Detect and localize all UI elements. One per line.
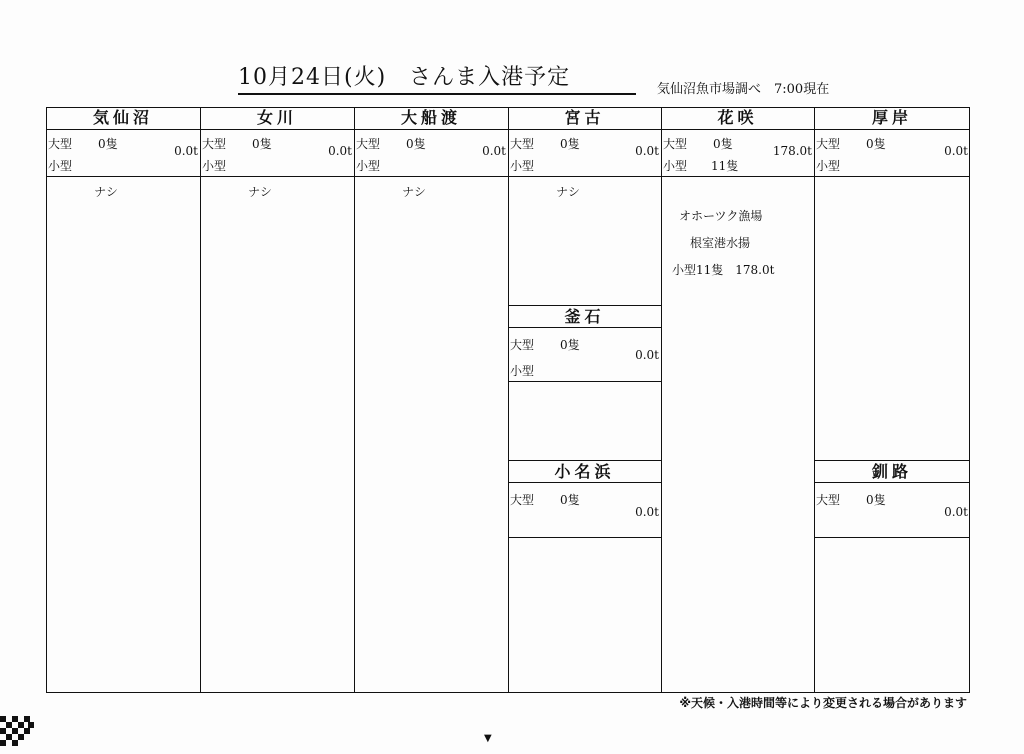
large-count: 0隻 — [866, 137, 886, 151]
large-label: 大型 — [510, 493, 535, 507]
column-divider — [814, 107, 968, 693]
none-note-onagawa: ナシ — [248, 185, 272, 199]
small-label: 小型 — [663, 159, 688, 173]
large-count: 0隻 — [252, 137, 272, 151]
hanasaki-note-line: オホーツク漁場 — [679, 209, 763, 223]
large-count: 0隻 — [98, 137, 118, 151]
port-header-onahama: 小名浜 — [508, 460, 661, 483]
small-label: 小型 — [510, 364, 535, 378]
none-note-kesennuma: ナシ — [94, 185, 118, 199]
port-stats-ofunato — [354, 130, 508, 177]
port-stats-hanasaki — [661, 130, 814, 177]
port-stats-akkeshi — [814, 130, 970, 177]
port-stats-kamaishi — [508, 328, 661, 382]
port-header-hanasaki: 花咲 — [661, 107, 814, 130]
tonnage: 0.0t — [635, 144, 659, 158]
hanasaki-note-line: 根室港水揚 — [690, 236, 751, 250]
port-stats-kesennuma — [46, 130, 200, 177]
tonnage: 0.0t — [635, 348, 659, 362]
port-header-ofunato: 大船渡 — [354, 107, 508, 130]
large-label: 大型 — [816, 137, 841, 151]
none-note-miyako: ナシ — [556, 185, 580, 199]
large-count: 0隻 — [713, 137, 733, 151]
port-header-onagawa: 女川 — [200, 107, 354, 130]
tonnage: 0.0t — [482, 144, 506, 158]
port-header-kamaishi: 釜石 — [508, 305, 661, 328]
footnote: ※天候・入港時間等により変更される場合があります — [679, 696, 967, 710]
large-label: 大型 — [356, 137, 381, 151]
small-label: 小型 — [816, 159, 841, 173]
tonnage: 0.0t — [944, 505, 968, 519]
port-stats-miyako — [508, 130, 661, 177]
large-label: 大型 — [510, 137, 535, 151]
small-label: 小型 — [48, 159, 73, 173]
large-count: 0隻 — [560, 338, 580, 352]
port-stats-kushiro — [814, 483, 970, 538]
document-title: 10月24日(火) さんま入港予定 — [238, 60, 636, 95]
large-label: 大型 — [202, 137, 227, 151]
port-header-miyako: 宮古 — [508, 107, 661, 130]
large-count: 0隻 — [560, 493, 580, 507]
column-divider — [661, 107, 815, 693]
small-label: 小型 — [202, 159, 227, 173]
port-stats-onahama — [508, 483, 661, 538]
page-marker: ▼ — [484, 733, 492, 744]
large-count: 0隻 — [560, 137, 580, 151]
tonnage: 0.0t — [174, 144, 198, 158]
tonnage: 0.0t — [944, 144, 968, 158]
port-stats-onagawa — [200, 130, 354, 177]
large-label: 大型 — [663, 137, 688, 151]
tonnage: 0.0t — [635, 505, 659, 519]
large-label: 大型 — [510, 338, 535, 352]
port-header-kushiro: 釧路 — [814, 460, 970, 483]
hanasaki-note-line: 小型11隻 178.0t — [672, 263, 775, 277]
source-note: 気仙沼魚市場調べ 7:00現在 — [657, 82, 830, 97]
large-count: 0隻 — [866, 493, 886, 507]
checker-mark-icon — [0, 716, 34, 746]
port-header-akkeshi: 厚岸 — [814, 107, 970, 130]
small-count: 11隻 — [711, 159, 739, 173]
none-note-ofunato: ナシ — [402, 185, 426, 199]
tonnage: 178.0t — [772, 144, 812, 158]
small-label: 小型 — [356, 159, 381, 173]
large-label: 大型 — [48, 137, 73, 151]
tonnage: 0.0t — [328, 144, 352, 158]
small-label: 小型 — [510, 159, 535, 173]
large-count: 0隻 — [406, 137, 426, 151]
large-label: 大型 — [816, 493, 841, 507]
port-header-kesennuma: 気仙沼 — [46, 107, 200, 130]
